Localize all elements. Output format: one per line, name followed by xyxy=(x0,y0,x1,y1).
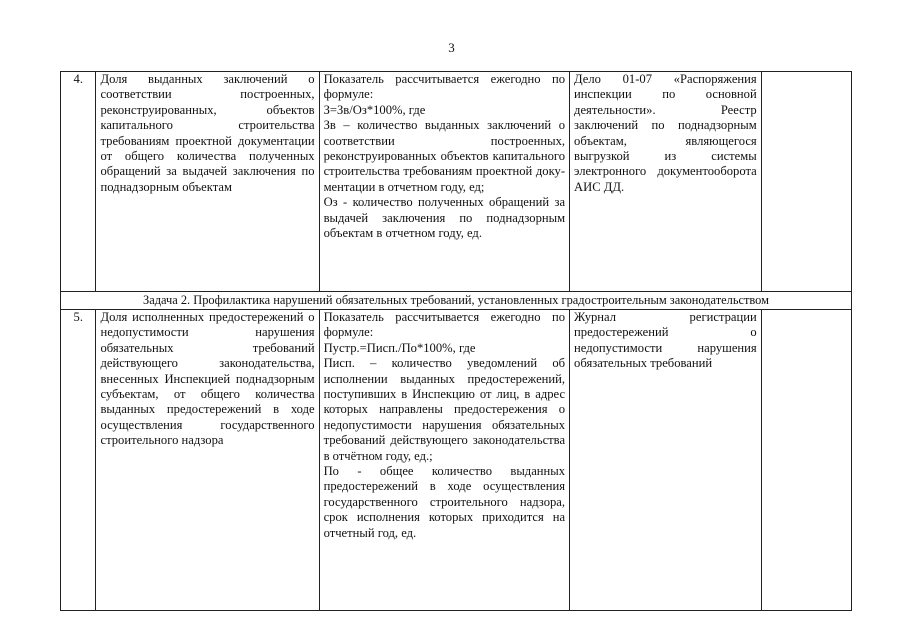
task-row xyxy=(61,292,852,310)
source-cell: Дело 01-07 «Распоряжения инспекции по основной деятельности». Реестр заключений по поднадзорным объектам, являющегося выгрузкой из системы электронного документооборота АИС ДД. xyxy=(570,72,762,292)
method-formula: Пустр.=Писп./По*100%, где xyxy=(323,340,476,355)
indicator-cell: Доля выданных заключений о соответствии построенных, реконструированных, объектов капитального строительства требованиям проектной документации от общего количества полученных обращений за выдачей заключения по поднадзорным объектам xyxy=(96,72,319,292)
method-formula: З=Зв/Оз*100%, где xyxy=(323,102,426,117)
indicators-table xyxy=(60,71,852,611)
indicator-cell: Доля исполненных предостережений о недопустимости нарушения обязательных требований действующего законодательства, внесенных Инспекцией поднадзорным субъектам, от общего количества выданных предостережений в ходе осуществления государственного строительного надзора xyxy=(96,310,319,611)
method-cell xyxy=(319,72,569,292)
row-number: 4. xyxy=(61,72,96,292)
method-line: Показатель рассчитывается ежегодно по формуле: xyxy=(323,72,566,102)
table-row xyxy=(61,310,852,611)
page-number: 3 xyxy=(448,40,455,55)
source-cell: Журнал регистрации предостережений о недопустимости нарушения обязательных требований xyxy=(570,310,762,611)
method-line: Оз - количество полученных обращений за выдачей заключения по поднадзорным объектам в отчетном году, ед. xyxy=(323,195,566,241)
method-line: По - общее количество выданных предостережений в ходе осуществления государственного строительного надзора, срок исполнения которых приходится на отчетный год, ед. xyxy=(323,464,566,540)
method-line: Зв – количество выданных заключений о соответствии построенных, реконструированных объектов капитального строительства требованиям проектной доку-ментации в отчетном году, ед; xyxy=(323,118,566,194)
table-row xyxy=(61,72,852,292)
method-line: Писп. – количество уведомлений об исполнении выданных предостережений, поступивших в Инспекцию от лиц, в адрес которых направлены предостережения о недопустимости нарушения обязательных требований действующего законодательства в отчётном году, ед.; xyxy=(323,356,566,463)
method-cell xyxy=(319,310,569,611)
note-cell xyxy=(761,72,851,292)
task-heading: Задача 2. Профилактика нарушений обязательных требований, установленных градостроительным законодательством xyxy=(61,292,852,310)
method-line: Показатель рассчитывается ежегодно по формуле: xyxy=(323,310,566,340)
note-cell xyxy=(761,310,851,611)
row-number: 5. xyxy=(61,310,96,611)
